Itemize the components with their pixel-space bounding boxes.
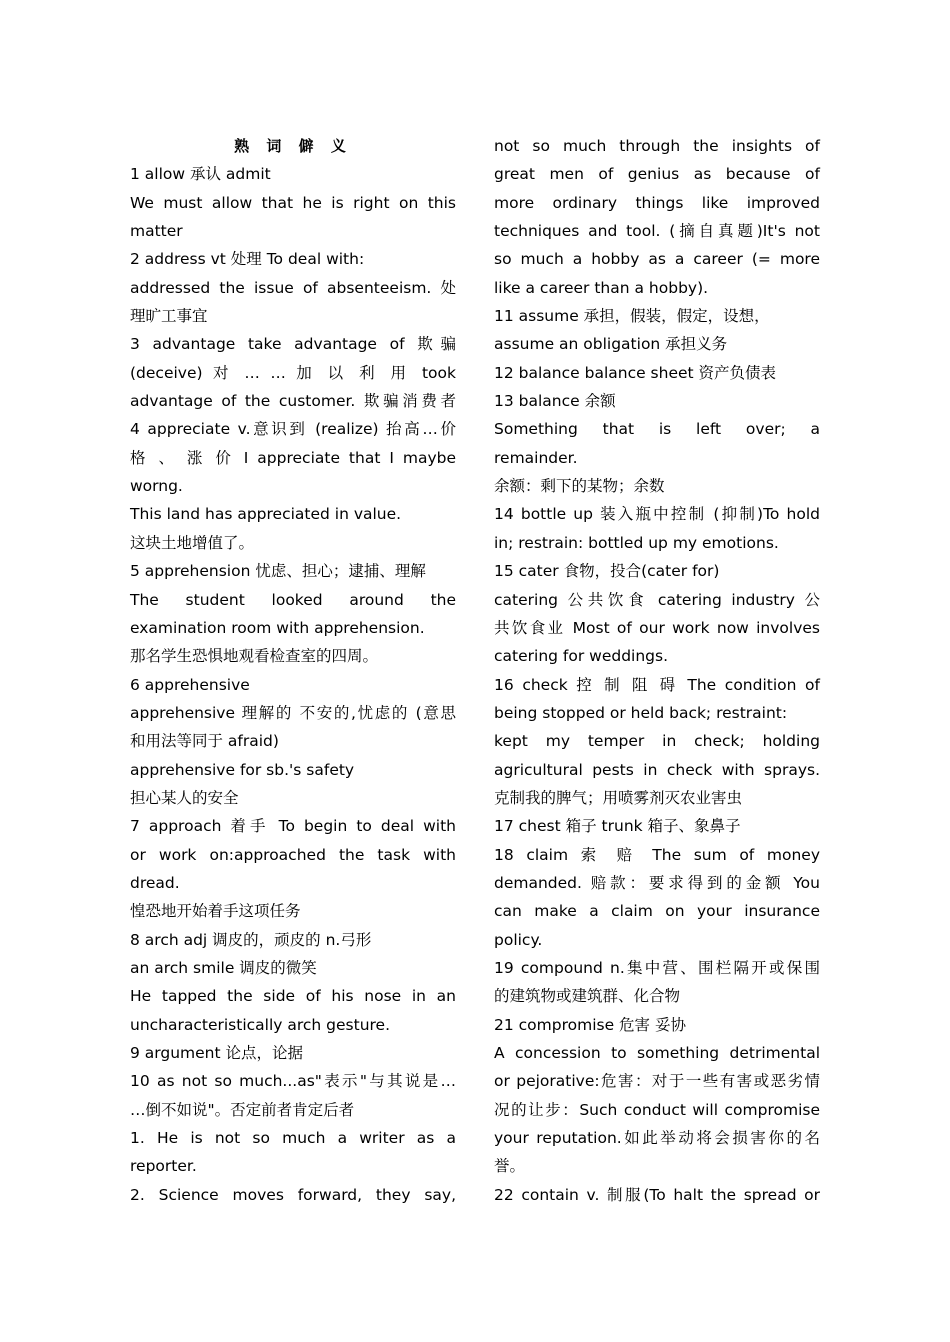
- right-column: [494, 132, 820, 1209]
- left-text-line: 5 apprehension 忧虑、担心；逮捕、理解: [130, 562, 426, 581]
- right-text-line: can make a claim on your insurance: [494, 902, 820, 921]
- left-text-line: or work on:approached the task with: [130, 845, 456, 864]
- left-text-line: reporter.: [130, 1157, 197, 1176]
- right-text-line: 13 balance 余额: [494, 392, 616, 411]
- left-text-line: 1. He is not so much a writer as a: [130, 1129, 456, 1148]
- right-text-line: A concession to something detrimental: [494, 1044, 820, 1062]
- right-text-line: so much a hobby as a career (= more: [494, 250, 820, 269]
- left-column-body: [130, 160, 456, 1209]
- right-text-line: in; restrain: bottled up my emotions.: [494, 533, 779, 552]
- right-text-line: 况的让步：Such conduct will compromise: [494, 1100, 820, 1119]
- right-text-line: kept my temper in check; holding: [494, 732, 820, 751]
- right-text-line: 19 compound n.集中营、围栏隔开或保围: [494, 958, 820, 977]
- right-text-line: 18 claim 索 赔 The sum of money: [494, 845, 820, 864]
- right-text-line: catering for weddings.: [494, 647, 669, 666]
- document-title: 熟 词 僻 义: [234, 137, 352, 155]
- left-text-line: apprehensive for sb.'s safety: [130, 760, 355, 779]
- left-text-line: The student looked around the: [130, 590, 456, 609]
- left-text-line: 6 apprehensive: [130, 675, 250, 694]
- left-text-line: 担心某人的安全: [130, 788, 239, 807]
- right-text-line: 21 compromise 危害 妥协: [494, 1015, 686, 1034]
- right-text-line: 余额：剩下的某物；余数: [494, 477, 665, 496]
- left-text-line: This land has appreciated in value.: [130, 505, 402, 524]
- right-text-line: assume an obligation 承担义务: [494, 335, 728, 354]
- left-text-line: 2 address vt 处理 To deal with:: [130, 250, 365, 269]
- right-column-body: [494, 132, 820, 1209]
- left-text-line: examination room with apprehension.: [130, 618, 425, 637]
- left-text-line: 8 arch adj 调皮的，顽皮的 n.弓形: [130, 930, 372, 949]
- right-text-line: 12 balance balance sheet 资产负债表: [494, 363, 777, 382]
- right-text-line: Something that is left over; a: [494, 420, 820, 439]
- left-text-line: (deceive) 对 … … 加 以 利 用 took: [130, 363, 456, 382]
- left-text-line: 这块土地增值了。: [130, 533, 255, 552]
- right-text-line: catering 公共饮食 catering industry 公: [494, 590, 820, 609]
- left-text-line: apprehensive 理解的 不安的,忧虑的 (意思: [130, 703, 456, 722]
- left-text-line: 理旷工事宜: [130, 307, 208, 326]
- right-text-line: 22 contain v. 制服(To halt the spread or: [494, 1185, 820, 1204]
- right-text-line: 共饮食业 Most of our work now involves: [494, 618, 820, 637]
- right-text-line: great men of genius as because of: [494, 165, 820, 184]
- left-text-line: 7 approach 着手 To begin to deal with: [130, 817, 456, 836]
- left-text-line: an arch smile 调皮的微笑: [130, 958, 317, 977]
- right-text-line: 17 chest 箱子 trunk 箱子、象鼻子: [494, 817, 741, 836]
- right-text-line: not so much through the insights of: [494, 137, 820, 155]
- left-text-line: …倒不如说"。否定前者肯定后者: [130, 1100, 355, 1119]
- right-text-line: 11 assume 承担，假装，假定，设想，: [494, 307, 770, 326]
- left-text-line: He tapped the side of his nose in an: [130, 987, 456, 1006]
- left-text-line: 3 advantage take advantage of 欺骗: [130, 335, 456, 354]
- left-text-line: 2. Science moves forward, they say,: [130, 1185, 456, 1204]
- right-text-line: 15 cater 食物，投合(cater for): [494, 562, 720, 581]
- left-text-line: 4 appreciate v.意识到 (realize) 抬高…价: [130, 420, 456, 439]
- right-text-line: more ordinary things like improved: [494, 193, 820, 212]
- left-text-line: advantage of the customer. 欺骗消费者: [130, 392, 456, 411]
- left-text-line: 和用法等同于 afraid): [130, 732, 279, 751]
- left-text-line: uncharacteristically arch gesture.: [130, 1015, 391, 1034]
- left-text-line: 9 argument 论点，论据: [130, 1044, 304, 1062]
- left-text-line: 那名学生恐惧地观看检查室的四周。: [130, 647, 379, 666]
- right-text-line: 的建筑物或建筑群、化合物: [494, 987, 681, 1006]
- left-text-line: 惶恐地开始着手这项任务: [130, 902, 301, 921]
- left-text-line: addressed the issue of absenteeism. 处: [130, 278, 456, 297]
- left-text-line: dread.: [130, 873, 180, 892]
- right-text-line: or pejorative:危害：对于一些有害或恶劣情: [494, 1072, 820, 1091]
- left-text-line: 1 allow 承认 admit: [130, 165, 271, 184]
- right-text-line: being stopped or held back; restraint:: [494, 703, 788, 722]
- right-text-line: 14 bottle up 装入瓶中控制 (抑制)To hold: [494, 505, 820, 524]
- left-text-line: matter: [130, 222, 183, 241]
- right-text-line: techniques and tool. (摘自真题)It's not: [494, 222, 820, 241]
- right-text-line: agricultural pests in check with sprays.: [494, 760, 820, 779]
- left-text-line: We must allow that he is right on this: [130, 193, 456, 212]
- right-text-line: like a career than a hobby).: [494, 278, 709, 297]
- left-text-line: 格 、 涨 价 I appreciate that I maybe: [130, 448, 456, 467]
- right-text-line: 誉。: [494, 1157, 526, 1176]
- right-text-line: 16 check 控 制 阻 碍 The condition of: [494, 675, 820, 694]
- right-text-line: remainder.: [494, 448, 578, 467]
- right-text-line: 克制我的脾气；用喷雾剂灭农业害虫: [494, 788, 743, 807]
- right-text-line: demanded. 赔款：要求得到的金额 You: [494, 873, 820, 892]
- right-text-line: your reputation.如此举动将会损害你的名: [494, 1129, 820, 1148]
- left-text-line: worng.: [130, 477, 183, 496]
- left-text-line: 10 as not so much...as"表示"与其说是…: [130, 1072, 456, 1091]
- right-text-line: policy.: [494, 930, 543, 949]
- left-column: [130, 132, 456, 1209]
